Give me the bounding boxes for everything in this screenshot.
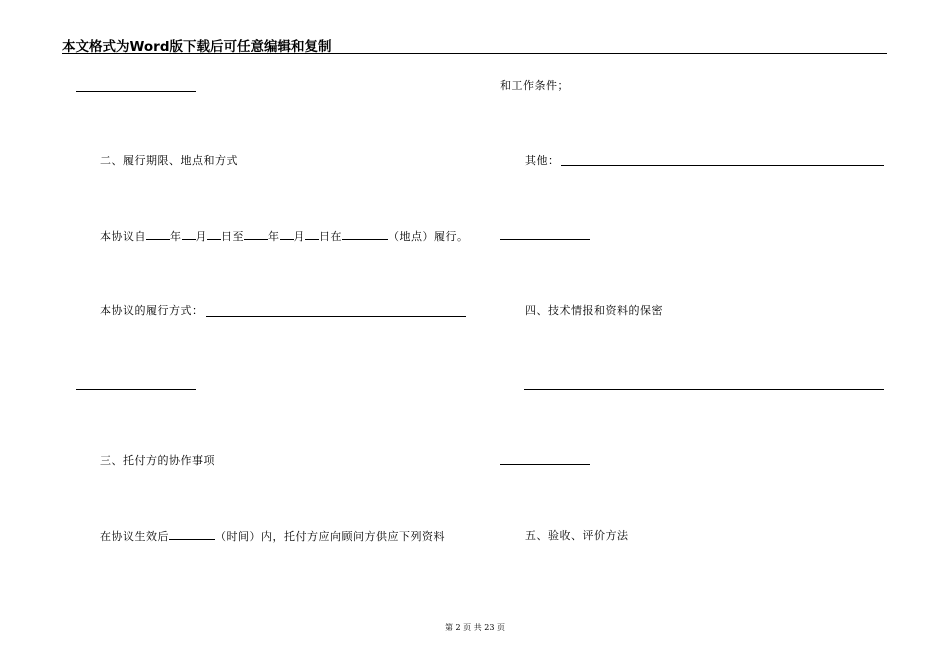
blank-line [76, 389, 196, 390]
section-5-title: 五、验收、评价方法 [525, 529, 629, 542]
agreement-from-label: 本协议自 [100, 230, 146, 243]
blank-line [500, 464, 590, 465]
blank-line [524, 389, 884, 390]
page-mid: 页 共 [463, 623, 482, 632]
blank-field [280, 229, 294, 240]
header-divider [62, 53, 887, 54]
blank-field [244, 229, 268, 240]
blank-field [342, 229, 388, 240]
blank-field [169, 529, 215, 540]
day-at-label: 日在 [319, 230, 342, 243]
page-prefix: 第 [444, 623, 453, 632]
other-label: 其他： [525, 154, 560, 167]
blank-field [182, 229, 196, 240]
place-perform-label: （地点）履行。 [388, 230, 469, 243]
other-blank-line [561, 165, 884, 166]
month-label: 月 [293, 230, 305, 243]
work-conditions-text: 和工作条件； [500, 79, 569, 92]
section-3-title: 三、托付方的协作事项 [100, 454, 215, 467]
page-number [0, 622, 950, 633]
page-suffix: 页 [497, 623, 505, 632]
performance-period-line [100, 229, 469, 244]
blank-line [500, 239, 590, 240]
section-2-title: 二、履行期限、地点和方式 [100, 154, 238, 167]
within-suffix: （时间）内，托付方应向顾问方供应下列资料 [215, 530, 445, 543]
within-prefix: 在协议生效后 [100, 530, 169, 543]
blank-field [207, 229, 221, 240]
section-4-title: 四、技术情报和资料的保密 [525, 304, 663, 317]
performance-method-label: 本协议的履行方式： [100, 304, 204, 317]
page-header-title: 本文格式为Word版下载后可任意编辑和复制 [62, 39, 332, 55]
materials-line [100, 529, 445, 544]
page-total: 23 [484, 623, 495, 632]
month-label: 月 [195, 230, 207, 243]
year-label: 年 [170, 230, 182, 243]
day-to-label: 日至 [221, 230, 244, 243]
blank-line [76, 91, 196, 92]
page-current: 2 [455, 623, 461, 632]
blank-field [146, 229, 170, 240]
year-label: 年 [268, 230, 280, 243]
method-blank-line [206, 316, 466, 317]
blank-field [305, 229, 319, 240]
